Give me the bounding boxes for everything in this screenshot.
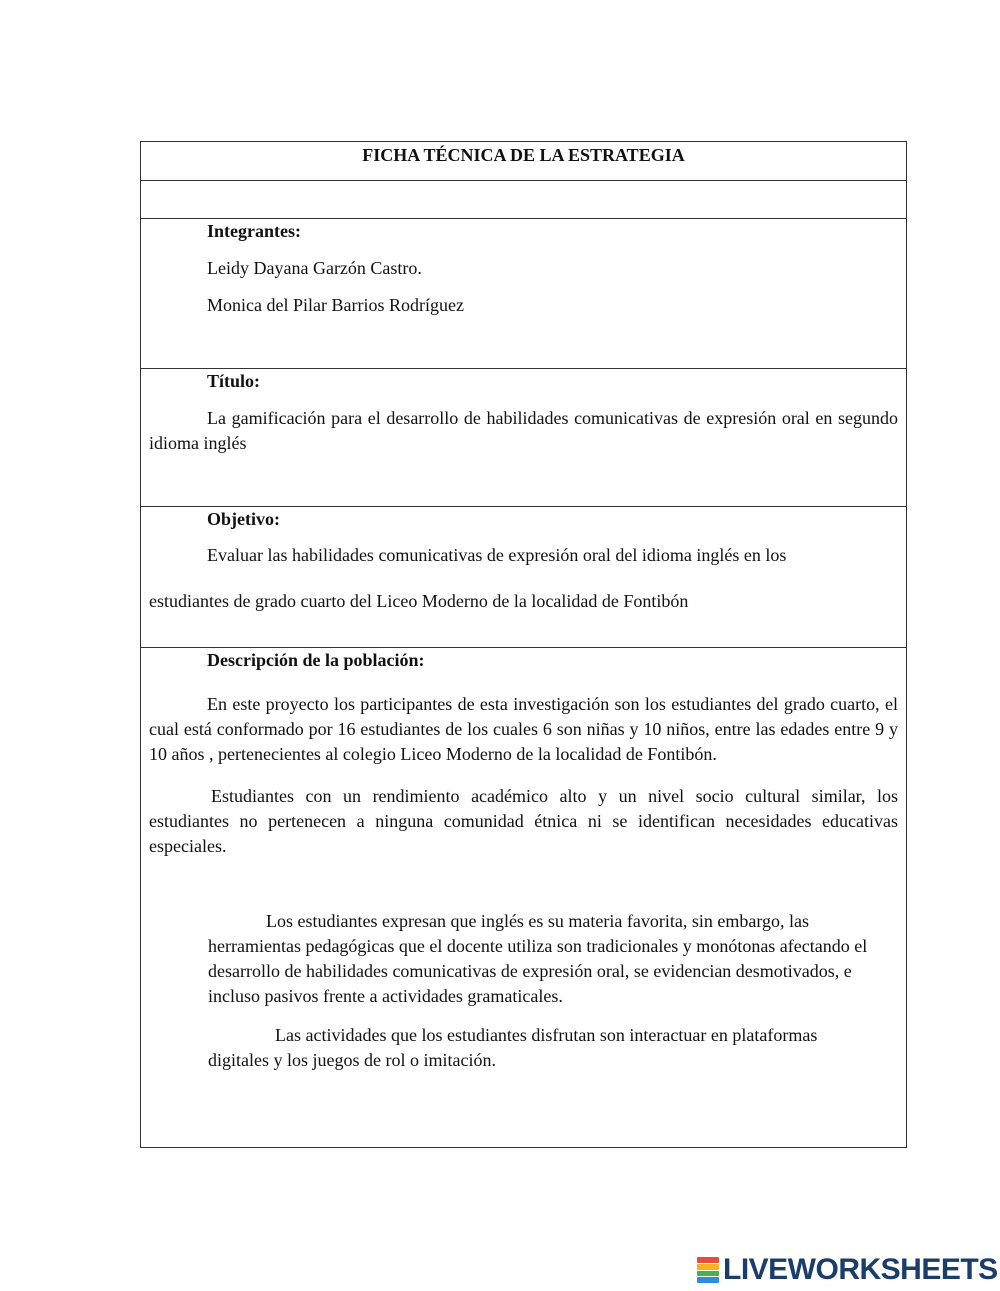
member-name: Monica del Pilar Barrios Rodríguez [207, 295, 464, 315]
sheet-title: FICHA TÉCNICA DE LA ESTRATEGIA [362, 145, 685, 165]
objetivo-label: Objetivo: [207, 509, 280, 529]
liveworksheets-logo [697, 1255, 998, 1285]
member-name: Leidy Dayana Garzón Castro. [207, 258, 422, 278]
poblacion-paragraph-3: Los estudiantes expresan que inglés es su materia favorita, sin embargo, las herramientas pedagógicas que el docente utiliza son tradicionales y monótonas afectando el desarrollo de habilidades comunicativas de expresión oral, se evidencian desmotivados, e incluso pasivos frente a actividades gramaticales. [208, 911, 868, 1006]
objetivo-row [141, 507, 906, 648]
heading-row [141, 142, 906, 181]
liveworksheets-mark-icon [697, 1257, 719, 1283]
strategy-sheet-table [140, 141, 907, 1148]
poblacion-row [141, 648, 906, 1147]
integrantes-label: Integrantes: [207, 221, 301, 241]
empty-row [141, 181, 906, 219]
objetivo-line-1: Evaluar las habilidades comunicativas de expresión oral del idioma inglés en los [207, 545, 787, 565]
poblacion-label: Descripción de la población: [207, 650, 425, 670]
logo-text: LIVEWORKSHEETS [723, 1253, 998, 1286]
titulo-text: La gamificación para el desarrollo de habilidades comunicativas de expresión oral en segundo idioma inglés [149, 408, 898, 453]
integrantes-row [141, 219, 906, 369]
poblacion-paragraph-4: Las actividades que los estudiantes disfrutan son interactuar en plataformas digitales y los juegos de rol o imitación. [208, 1025, 818, 1070]
titulo-row [141, 369, 906, 507]
poblacion-paragraph-2: Estudiantes con un rendimiento académico alto y un nivel socio cultural similar, los estudiantes no pertenecen a ninguna comunidad étnica ni se identifican necesidades educativas especiales. [149, 786, 898, 856]
objetivo-line-2: estudiantes de grado cuarto del Liceo Moderno de la localidad de Fontibón [149, 591, 689, 611]
poblacion-paragraph-1: En este proyecto los participantes de esta investigación son los estudiantes del grado cuarto, el cual está conformado por 16 estudiantes de los cuales 6 son niñas y 10 niños, entre las edades entre 9 y 10 años , pertenecientes al colegio Liceo Moderno de la localidad de Fontibón. [149, 694, 898, 764]
titulo-label: Título: [207, 371, 261, 391]
